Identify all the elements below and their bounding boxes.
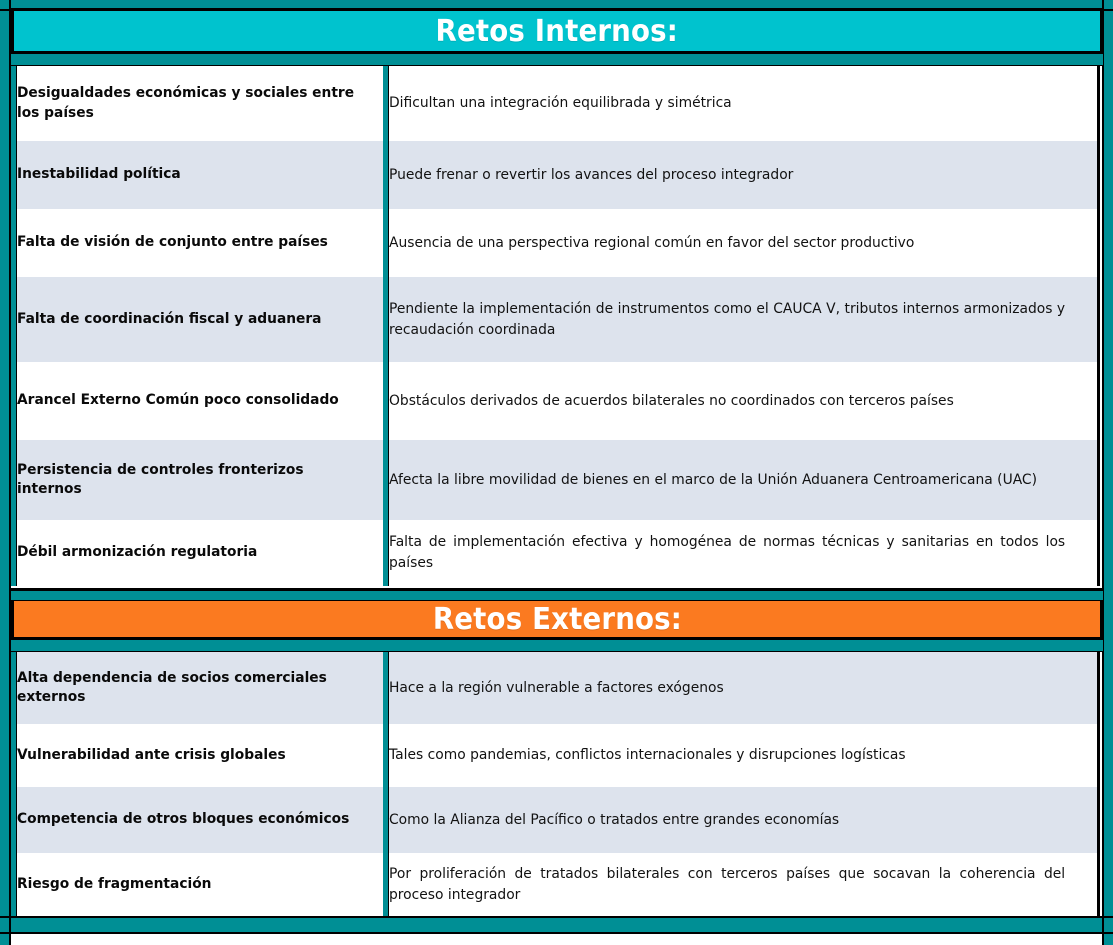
table-row [16,853,1099,916]
row-term: Riesgo de fragmentación [16,853,388,916]
frame-rail-left [0,0,9,945]
section-header-retos-externos [11,598,1103,640]
row-description: Puede frenar o revertir los avances del proceso integrador [388,141,1099,209]
table-body [16,652,1099,916]
row-term: Persistencia de controles fronterizos internos [16,440,388,520]
row-description: Pendiente la implementación de instrumentos como el CAUCA V, tributos internos armonizados y recaudación coordinada [388,277,1099,362]
row-description: Tales como pandemias, conflictos internacionales y disrupciones logísticas [388,724,1099,787]
frame-line-bottom [0,916,1113,918]
row-description: Afecta la libre movilidad de bienes en el marco de la Unión Aduanera Centroamericana (UAC) [388,440,1099,520]
table-retos-internos [14,66,1100,586]
row-term: Débil armonización regulatoria [16,520,388,586]
table-row [16,141,1099,209]
table-row [16,724,1099,787]
table-row [16,652,1099,724]
section-header-retos-internos [11,8,1103,54]
frame-rail-right [1104,0,1113,945]
table-body [16,66,1099,586]
table-row [16,520,1099,586]
divider-line-above-externos [11,588,1103,591]
row-term: Falta de visión de conjunto entre países [16,209,388,277]
row-term: Desigualdades económicas y sociales entre los países [16,66,388,141]
row-term: Alta dependencia de socios comerciales externos [16,652,388,724]
frame-line-right [1102,0,1104,945]
table-row [16,362,1099,440]
row-description: Falta de implementación efectiva y homogénea de normas técnicas y sanitarias en todos los países [388,520,1099,586]
table-row [16,787,1099,853]
section-title: Retos Internos: [435,13,679,49]
row-term: Competencia de otros bloques económicos [16,787,388,853]
frame-line-left [9,0,11,945]
row-term: Vulnerabilidad ante crisis globales [16,724,388,787]
row-term: Arancel Externo Común poco consolidado [16,362,388,440]
table-row [16,277,1099,362]
row-description: Hace a la región vulnerable a factores exógenos [388,652,1099,724]
row-term: Falta de coordinación fiscal y aduanera [16,277,388,362]
row-description: Ausencia de una perspectiva regional común en favor del sector productivo [388,209,1099,277]
row-description: Como la Alianza del Pacífico o tratados entre grandes economías [388,787,1099,853]
frame-stub-line [9,918,11,945]
table-row [16,440,1099,520]
row-description: Por proliferación de tratados bilaterales con terceros países que socavan la coherencia del proceso integrador [388,853,1099,916]
table-row [16,209,1099,277]
frame-rail-bottom [0,918,1113,932]
section-title: Retos Externos: [432,601,682,637]
table-grid [14,652,1100,916]
row-term: Inestabilidad política [16,141,388,209]
frame-line-bottom2 [0,932,1113,934]
row-description: Dificultan una integración equilibrada y simétrica [388,66,1099,141]
table-grid [14,66,1100,586]
table-retos-externos [14,652,1100,916]
row-description: Obstáculos derivados de acuerdos bilaterales no coordinados con terceros países [388,362,1099,440]
table-row [16,66,1099,141]
